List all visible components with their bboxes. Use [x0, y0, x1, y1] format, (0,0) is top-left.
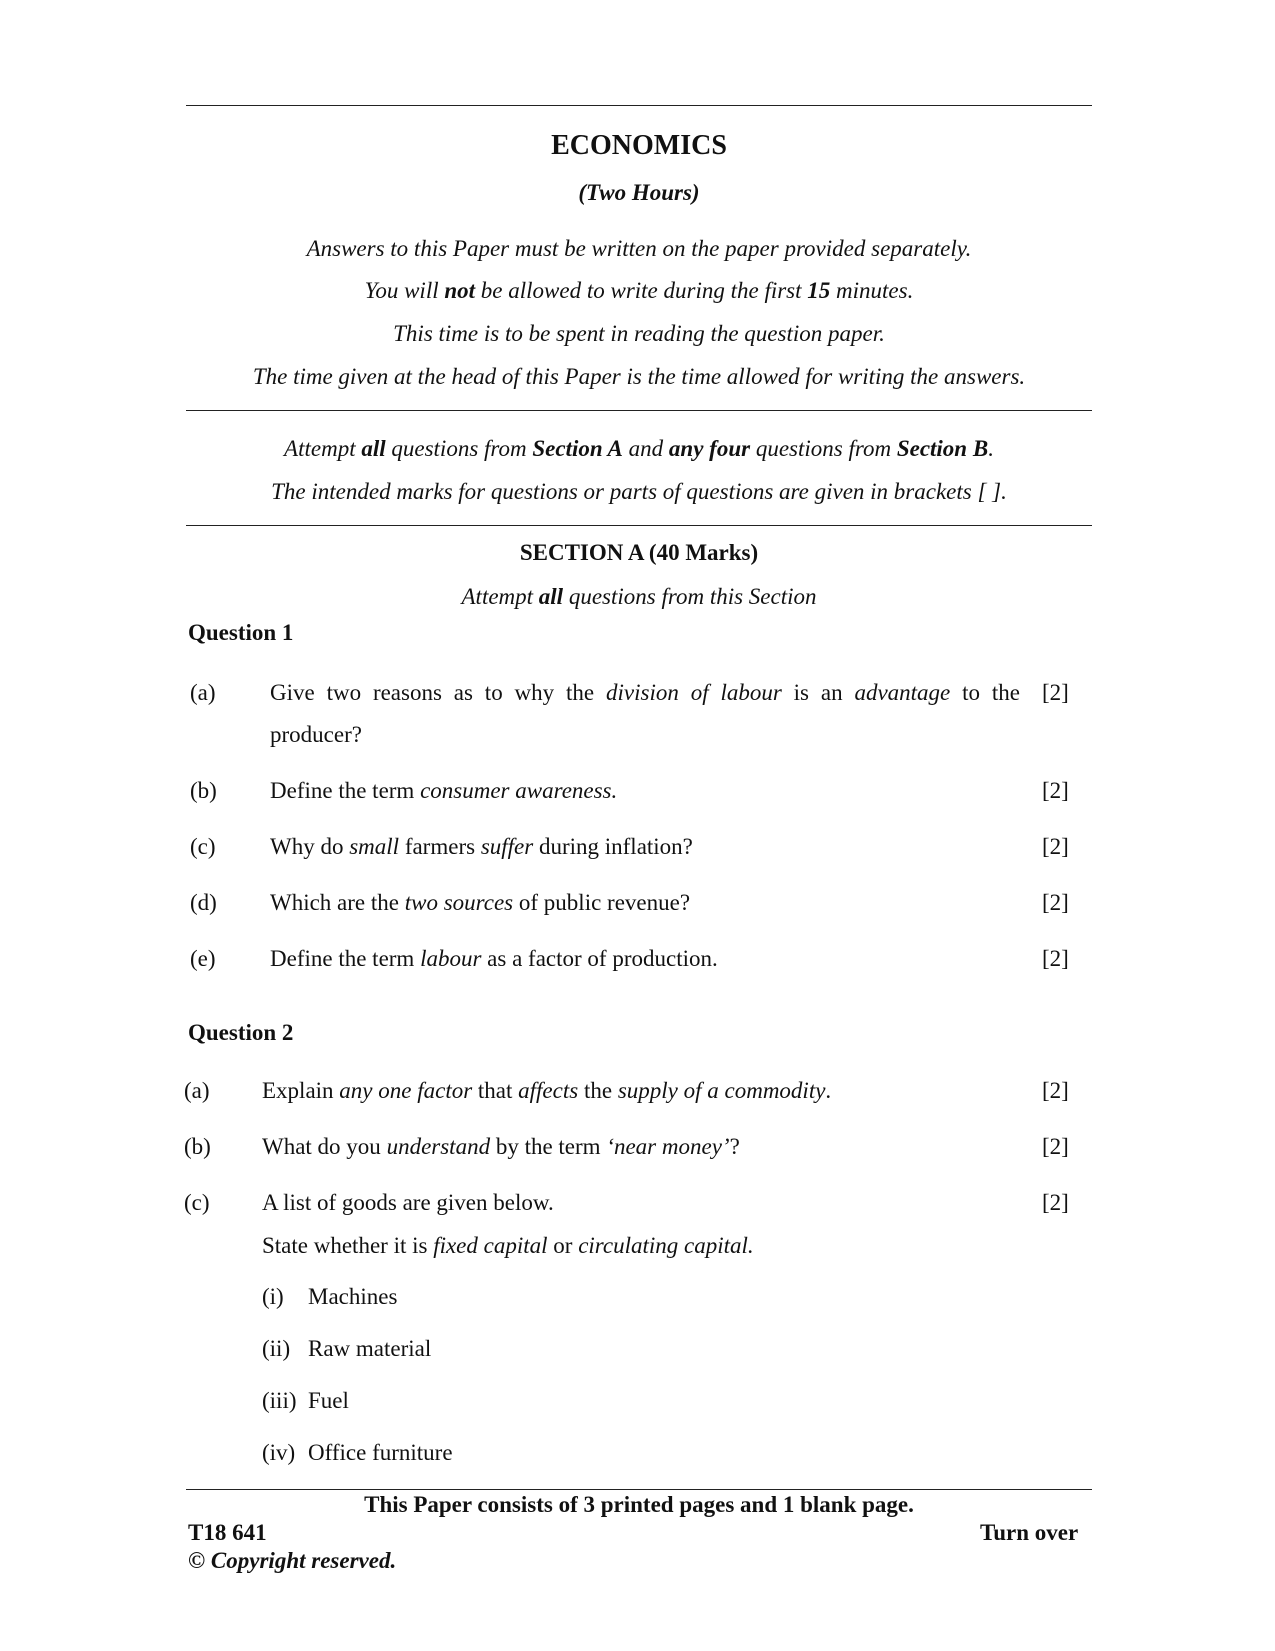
q1b-label: (b) — [190, 778, 217, 803]
q1e-marks: [2] — [1042, 946, 1069, 971]
q1b-marks: [2] — [1042, 778, 1069, 803]
q1a-text-line-1: Give two reasons as to why the division of labour is an advantage to the — [270, 680, 1020, 705]
instruction-line-1: Answers to this Paper must be written on the paper provided separately. — [306, 236, 972, 261]
paper-code: T18 641 — [188, 1520, 267, 1545]
instruction-line-4: The time given at the head of this Paper is the time allowed for writing the answers. — [252, 364, 1026, 389]
q1d-label: (d) — [190, 890, 217, 915]
q2a-text: Explain any one factor that affects the supply of a commodity. — [262, 1078, 832, 1103]
copyright-notice: © Copyright reserved. — [188, 1548, 397, 1573]
q1c-label: (c) — [190, 834, 216, 859]
turn-over: Turn over — [980, 1520, 1079, 1545]
q2c-item: (iv) Office furniture — [262, 1440, 453, 1465]
question-1-heading: Question 1 — [188, 620, 294, 645]
q1a-label: (a) — [190, 680, 216, 705]
q1c-marks: [2] — [1042, 834, 1069, 859]
instruction-line-3: This time is to be spent in reading the question paper. — [393, 321, 885, 346]
q1c-text: Why do small farmers suffer during inflation? — [270, 834, 693, 859]
q2c-item: (ii) Raw material — [262, 1336, 432, 1361]
q2b-label: (b) — [184, 1134, 211, 1159]
q1d-marks: [2] — [1042, 890, 1069, 915]
attempt-line-2: The intended marks for questions or parts of questions are given in brackets [ ]. — [271, 479, 1007, 504]
instruction-line-2: You will not be allowed to write during the first 15 minutes. — [364, 278, 914, 303]
q2c-item: (iii) Fuel — [262, 1388, 349, 1413]
paper-title: ECONOMICS — [551, 130, 727, 161]
q1b-text: Define the term consumer awareness. — [270, 778, 618, 803]
q2c-item: (i) Machines — [262, 1284, 398, 1309]
q1a-text-line-2: producer? — [270, 722, 362, 747]
section-a-subheading: Attempt all questions from this Section — [461, 584, 817, 609]
q2b-marks: [2] — [1042, 1134, 1069, 1159]
section-divider — [186, 525, 1092, 526]
paper-duration: (Two Hours) — [578, 180, 700, 205]
q2c-text-line-2: State whether it is fixed capital or circulating capital. — [262, 1233, 754, 1258]
instructions-divider — [186, 410, 1092, 411]
q1a-marks: [2] — [1042, 680, 1069, 705]
q1e-text: Define the term labour as a factor of production. — [270, 946, 718, 971]
attempt-line-1: Attempt all questions from Section A and any four questions from Section B. — [284, 436, 994, 461]
q2a-marks: [2] — [1042, 1078, 1069, 1103]
q1e-label: (e) — [190, 946, 216, 971]
footer-rule — [186, 1489, 1092, 1490]
q2a-label: (a) — [184, 1078, 210, 1103]
q2b-text: What do you understand by the term ‘near money’? — [262, 1134, 740, 1159]
q1d-text: Which are the two sources of public revenue? — [270, 890, 691, 915]
q2c-text-line-1: A list of goods are given below. — [262, 1190, 554, 1215]
top-rule — [186, 105, 1092, 106]
question-2-heading: Question 2 — [188, 1020, 294, 1045]
pages-note: This Paper consists of 3 printed pages and 1 blank page. — [364, 1492, 914, 1517]
section-a-heading: SECTION A (40 Marks) — [519, 540, 759, 565]
q2c-marks: [2] — [1042, 1190, 1069, 1215]
q2c-label: (c) — [184, 1190, 210, 1215]
